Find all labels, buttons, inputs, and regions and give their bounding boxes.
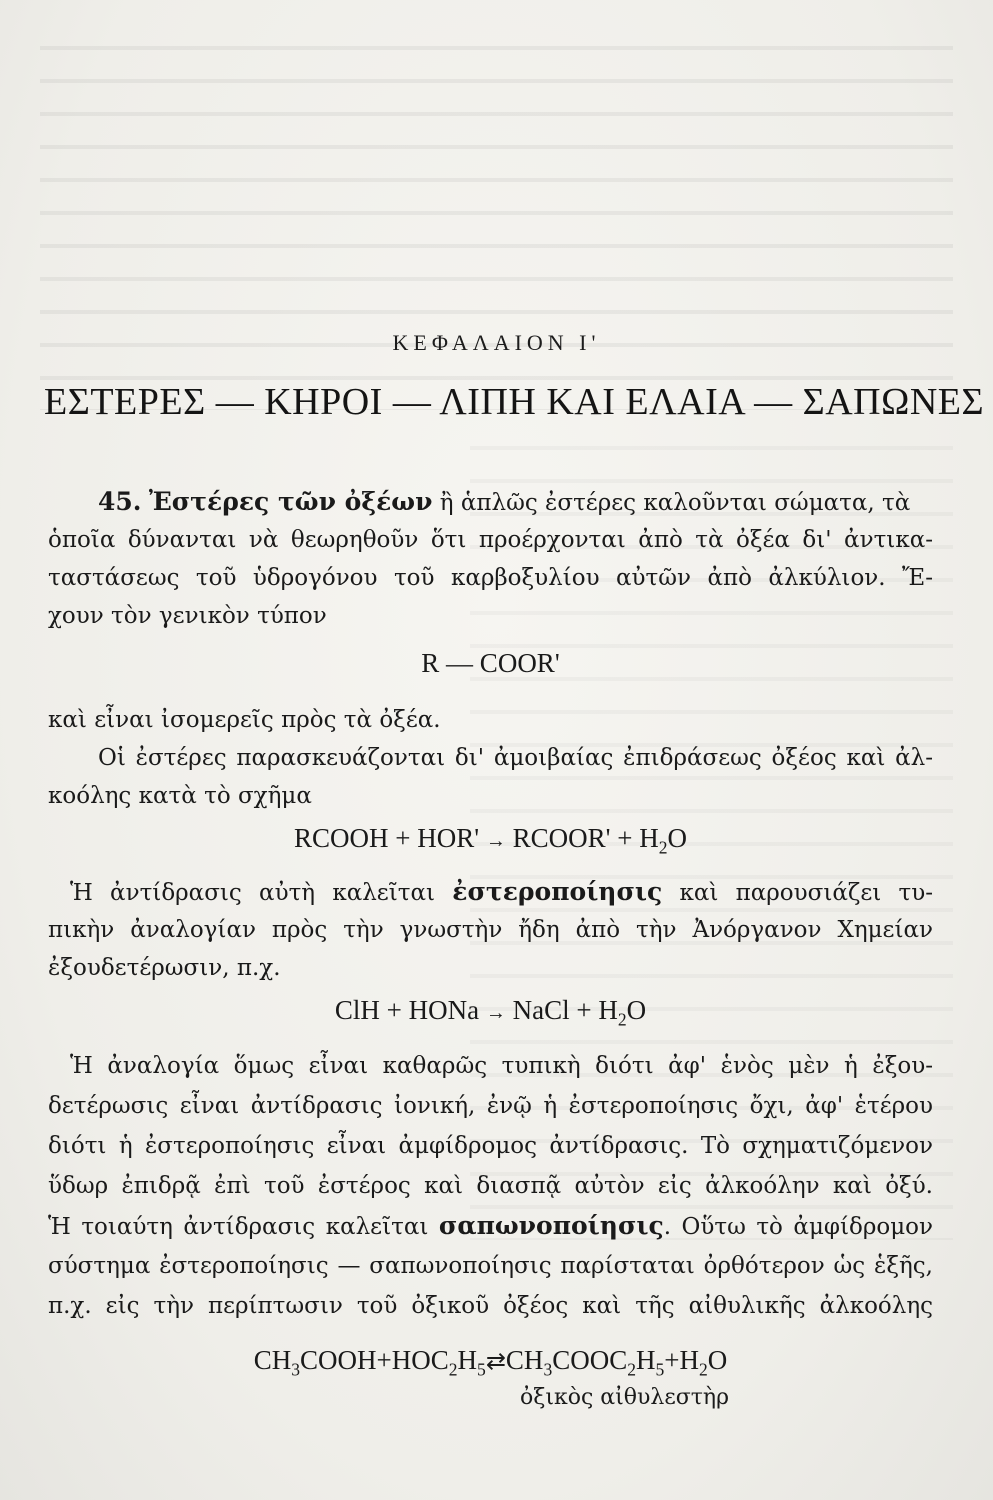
after-general-text: καὶ εἶναι ἰσομερεῖς πρὸς τὰ ὀξέα. [48,707,441,733]
formula-reaction-sub: 2 [658,837,668,858]
section-line-0: ἢ ἁπλῶς ἐστέρες καλοῦνται σώματα, τὰ [439,490,911,516]
formula-equilibrium [48,1344,933,1378]
analogy-line-0: Ἡ ἀναλογία ὅμως εἶναι καθαρῶς τυπικὴ διότι ἀφ' ἑνὸς μὲν ἡ ἐξου- [70,1053,933,1079]
section-line-2: ταστάσεως τοῦ ὑδρογόνου τοῦ καρβοξυλίου αὐτῶν ἀπὸ ἀλκύλιον. Ἔ- [48,565,933,591]
eq-part-d: CH [505,1345,544,1375]
esterification-line-1 [70,876,933,909]
eq-part-b: COOH+HOC [300,1345,449,1375]
section-heading: Ἐστέρες τῶν ὀξέων [148,487,433,516]
saponification-line-2: σύστημα ἐστεροποίησις — σαπωνοποίησις παρίσταται ὀρθότερον ὡς ἑξῆς, [48,1253,933,1279]
analogy-line-2: διότι ἡ ἐστεροποίησις εἶναι ἀμφίδρομος ἀντίδρασις. Τὸ σχηματιζόμενον [48,1133,933,1159]
eq-part-g: +H [664,1345,699,1375]
saponification-term: σαπωνοποίησις [438,1211,664,1240]
ester-caption: ὀξικὸς αἰθυλεστὴρ [520,1385,730,1410]
formula-neutral-arrow: → [485,1002,506,1024]
formula-reaction-tail: O [667,823,687,853]
analogy-line-3: ὕδωρ ἐπιδρᾷ ἐπὶ τοῦ ἐστέρος καὶ διασπᾷ αὐτὸν εἰς ἀλκοόλην καὶ ὀξύ. [48,1173,933,1199]
chapter-title: ΕΣΤΕΡΕΣ — ΚΗΡΟΙ — ΛΙΠΗ ΚΑΙ ΕΛΑΙΑ — ΣΑΠΩΝΕΣ [44,381,985,423]
saponification-line-1 [48,1210,933,1243]
eq-sub-c: 5 [477,1359,486,1380]
esterification-line-2: πικὴν ἀναλογίαν πρὸς τὴν γνωστὴν ἤδη ἀπὸ τὴν Ἀνόργανον Χημείαν [48,917,933,943]
eq-sub-f: 5 [655,1359,665,1380]
formula-reaction-right: RCOOR' + H [512,823,659,853]
formula-general: R — COOR' [421,648,560,678]
analogy-line-1: δετέρωσις εἶναι ἀντίδρασις ἰονική, ἐνῷ ἡ ἐστεροποίησις ὄχι, ἀφ' ἑτέρου [48,1093,933,1119]
eq-sub-a: 3 [291,1359,301,1380]
section-line-3: χουν τὸν γενικὸν τύπον [48,603,327,629]
esterification-suffix: καὶ παρουσιάζει τυ- [679,880,934,906]
esterification-prefix: Ἡ ἀντίδρασις αὐτὴ καλεῖται [70,880,436,906]
saponification-line-3: π.χ. εἰς τὴν περίπτωσιν τοῦ ὀξικοῦ ὀξέος καὶ τῆς αἰθυλικῆς ἀλκοόλης [48,1293,933,1319]
eq-sub-b: 2 [448,1359,458,1380]
eq-sub-d: 3 [543,1359,553,1380]
formula-neutral-right: NaCl + H [512,995,618,1025]
prep-line-1: κοόλης κατὰ τὸ σχῆμα [48,783,312,809]
section-first-line [98,486,933,519]
eq-sub-e: 2 [627,1359,636,1380]
formula-reaction-left: RCOOH + HOR' [293,823,480,853]
chapter-label: ΚΕΦΑΛΑΙΟΝ Ι' [392,330,601,355]
formula-reaction [48,822,933,857]
eq-part-a: CH [253,1345,292,1375]
formula-neutral-left: ClH + HONa [334,995,480,1025]
saponification-prefix: Ἡ τοιαύτη ἀντίδρασις καλεῖται [48,1214,429,1240]
formula-neutral-sub: 2 [617,1009,627,1030]
esterification-term: ἐστεροποίησις [452,877,663,906]
section-line-1: ὁποῖα δύνανται νὰ θεωρηθοῦν ὅτι προέρχονται ἀπὸ τὰ ὀξέα δι' ἀντικα- [48,527,933,553]
eq-sub-g: 2 [698,1359,708,1380]
prep-line-0: Οἱ ἐστέρες παρασκευάζονται δι' ἀμοιβαίας ἐπιδράσεως ὀξέος καὶ ἀλ- [98,745,933,771]
section-number: 45. [98,487,142,516]
formula-neutralization [48,994,933,1029]
eq-part-f: H [635,1345,656,1375]
eq-part-e: COOC [552,1345,628,1375]
eq-arrow-icon: ⇄ [485,1349,506,1375]
saponification-suffix: . Οὕτω τὸ ἀμφίδρομον [663,1214,934,1240]
eq-part-c: H [457,1345,478,1375]
eq-part-h: O [707,1345,728,1375]
formula-reaction-arrow: → [485,830,506,852]
esterification-line-3: ἐξουδετέρωσιν, π.χ. [48,955,281,981]
formula-neutral-tail: O [626,995,647,1025]
